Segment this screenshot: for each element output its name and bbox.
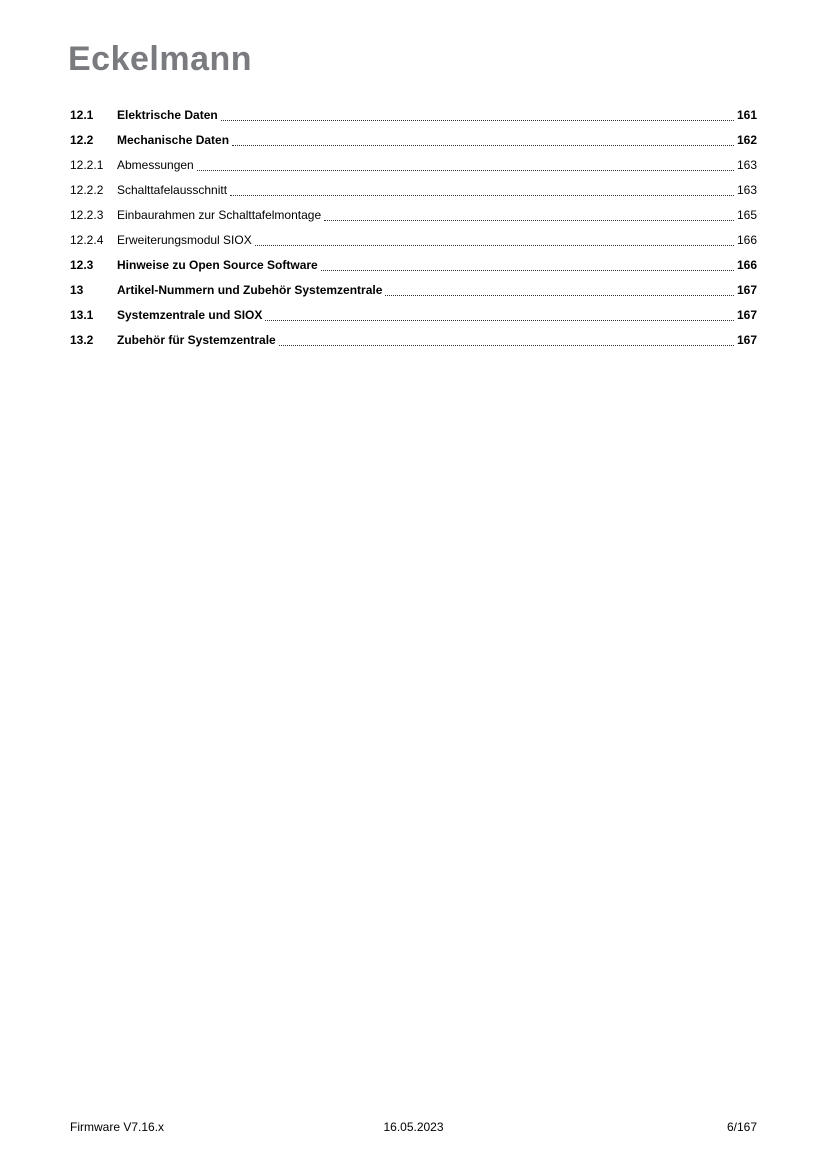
toc-entry-title: Mechanische Daten <box>117 133 230 147</box>
toc-entry-title: Erweiterungsmodul SIOX <box>117 233 252 247</box>
toc-entry-title: Schalttafelausschnitt <box>117 183 228 197</box>
toc-entry-page: 161 <box>736 108 757 122</box>
toc-entry-page: 163 <box>736 183 757 197</box>
dot-leader <box>221 103 734 121</box>
toc-entry-title: Artikel-Nummern und Zubehör Systemzentrale <box>117 283 383 297</box>
toc-row[interactable] <box>70 203 757 228</box>
toc <box>70 103 757 353</box>
toc-row[interactable] <box>70 303 757 328</box>
toc-row[interactable] <box>70 253 757 278</box>
toc-row[interactable] <box>70 178 757 203</box>
toc-entry-page: 163 <box>736 158 757 172</box>
eckelmann-logo: Eckelmann <box>68 40 253 78</box>
toc-entry-page: 166 <box>736 233 757 247</box>
dot-leader <box>279 328 734 346</box>
toc-entry-number: 12.2.2 <box>70 183 104 197</box>
toc-entry-page: 167 <box>736 308 757 322</box>
toc-entry-number: 12.2.1 <box>70 158 104 172</box>
page-footer <box>70 1120 757 1134</box>
toc-entry-page: 167 <box>736 333 757 347</box>
toc-entry-number: 13 <box>70 283 84 297</box>
toc-entry-number: 12.3 <box>70 258 94 272</box>
dot-leader <box>265 303 734 321</box>
footer-date: 16.05.2023 <box>383 1120 444 1134</box>
toc-entry-title: Zubehör für Systemzentrale <box>117 333 276 347</box>
toc-entry-title: Elektrische Daten <box>117 108 218 122</box>
toc-entry-number: 13.1 <box>70 308 94 322</box>
toc-row[interactable] <box>70 228 757 253</box>
toc-entry-page: 165 <box>736 208 757 222</box>
dot-leader <box>197 153 734 171</box>
footer-page-number: 6/167 <box>726 1120 757 1134</box>
dot-leader <box>321 253 734 271</box>
toc-entry-title: Einbaurahmen zur Schalttafelmontage <box>117 208 322 222</box>
toc-entry-page: 162 <box>736 133 757 147</box>
toc-entry-number: 12.2 <box>70 133 94 147</box>
dot-leader <box>385 278 734 296</box>
toc-entry-title: Abmessungen <box>117 158 194 172</box>
toc-entry-number: 13.2 <box>70 333 94 347</box>
dot-leader <box>230 178 734 196</box>
dot-leader <box>232 128 734 146</box>
toc-entry-number: 12.2.4 <box>70 233 104 247</box>
toc-row[interactable] <box>70 103 757 128</box>
footer-firmware-version: Firmware V7.16.x <box>70 1120 165 1134</box>
toc-entry-title: Systemzentrale und SIOX <box>117 308 263 322</box>
toc-entry-number: 12.1 <box>70 108 94 122</box>
dot-leader <box>324 203 734 221</box>
toc-row[interactable] <box>70 328 757 353</box>
toc-entry-title: Hinweise zu Open Source Software <box>117 258 318 272</box>
toc-entry-page: 166 <box>736 258 757 272</box>
dot-leader <box>255 228 734 246</box>
toc-entry-page: 167 <box>736 283 757 297</box>
toc-entry-number: 12.2.3 <box>70 208 104 222</box>
toc-row[interactable] <box>70 128 757 153</box>
toc-row[interactable] <box>70 153 757 178</box>
toc-row[interactable] <box>70 278 757 303</box>
